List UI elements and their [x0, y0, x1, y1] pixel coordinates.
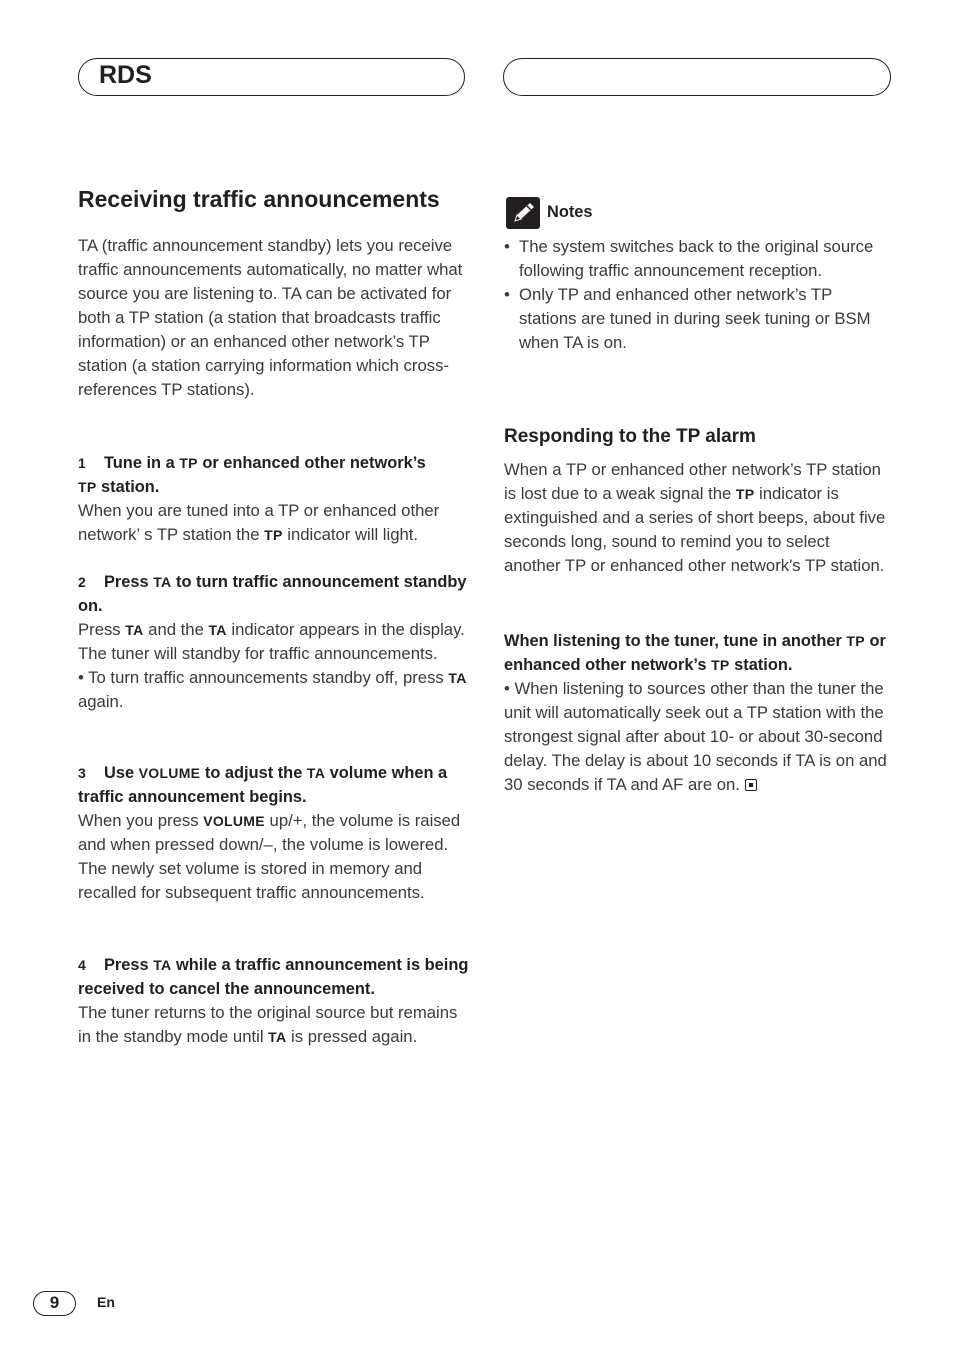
- step-2-bullet-text: again.: [78, 692, 124, 711]
- blank-tab: [503, 58, 891, 96]
- step-4-body-text: The tuner returns to the original source but remains in the standby mode until: [78, 1003, 458, 1046]
- tuner-step: [504, 629, 889, 797]
- step-1-body-text: When you are tuned into a TP or enhanced other network’ s TP station the: [78, 501, 440, 544]
- section-title: Receiving traffic announcements: [78, 186, 440, 212]
- step-4-number: 4: [78, 957, 86, 973]
- step-4-body: [78, 1001, 470, 1049]
- volume-key-label: VOLUME: [138, 765, 201, 781]
- step-3-heading-text: Use: [104, 764, 139, 782]
- step-1-body: [78, 499, 470, 547]
- tuner-step-heading-text: station.: [729, 656, 793, 674]
- step-3: [78, 761, 470, 905]
- step-1-heading-text: station.: [96, 478, 160, 496]
- section-tab-label: RDS: [99, 61, 152, 89]
- step-1-heading: [78, 451, 470, 499]
- intro-block: [78, 234, 470, 402]
- note-item: [504, 235, 889, 283]
- section-tab: [78, 58, 465, 96]
- tuner-step-heading: [504, 629, 889, 677]
- step-4: [78, 953, 470, 1049]
- tp-alarm-section: [504, 426, 889, 578]
- step-3-body: [78, 809, 470, 857]
- step-4-heading-text: while a traffic announcement is being received to cancel the announcement.: [78, 956, 469, 998]
- tuner-step-heading-text: When listening to the tuner, tune in another: [504, 632, 847, 650]
- step-3-heading-text: volume when a traffic announcement begins.: [78, 764, 448, 806]
- note-item: [504, 283, 889, 355]
- tp-alarm-text: When a TP or enhanced other network’s TP station is lost due to a weak signal the: [504, 460, 881, 503]
- notes-pencil-icon: [506, 197, 540, 229]
- note-text: Only TP and enhanced other network’s TP stations are tuned in during seek tuning or BSM when TA is on.: [519, 285, 871, 352]
- step-1: [78, 451, 470, 547]
- step-3-heading-text: to adjust the: [200, 764, 307, 782]
- bullet-dot-icon: •: [504, 237, 510, 256]
- intro-paragraph: TA (traffic announcement standby) lets you receive traffic announcements automatically, no matter what source you are listening to. TA can be activated for both a TP station (a station that broadcasts traffic information) or an enhanced other network’s TP station (a station carrying information which cross-references TP stations).: [78, 236, 463, 399]
- step-2-body-text: and the: [143, 620, 209, 639]
- step-3-body-text: up/+, the volume is raised and when pressed down/–, the volume is lowered.: [78, 811, 461, 854]
- tp-key-label: TP: [711, 657, 730, 673]
- tuner-step-body-text: • When listening to sources other than the tuner the unit will automatically seek out a TP station with the strongest signal after about 10- or about 30-second delay. The delay is about 10 seconds if TA is on and 30 seconds if TA and AF are on.: [504, 679, 887, 794]
- step-2-body-text: indicator appears in the display. The tuner will standby for traffic announcements.: [78, 620, 465, 663]
- step-2-bullet: [78, 666, 470, 714]
- page-number: 9: [33, 1291, 76, 1316]
- step-2-body: [78, 618, 470, 666]
- step-3-heading: [78, 761, 470, 809]
- tp-key-label: TP: [735, 486, 755, 502]
- tp-alarm-paragraph: [504, 458, 889, 578]
- step-4-heading-text: Press: [104, 956, 154, 974]
- volume-key-label: VOLUME: [203, 813, 265, 829]
- ta-key-label: TA: [306, 765, 326, 781]
- end-mark-icon: [745, 779, 757, 791]
- step-2-body-text: Press: [78, 620, 126, 639]
- tp-alarm-text: indicator is extinguished and a series of short beeps, about five seconds long, sound to remind you to select another TP or enhanced other network's TP station.: [504, 484, 886, 575]
- ta-key-label: TA: [153, 574, 172, 590]
- step-1-heading-text: or enhanced other network’s: [197, 454, 426, 472]
- step-3-number: 3: [78, 765, 86, 781]
- tp-key-label: TP: [846, 633, 865, 649]
- tp-key-label: TP: [264, 527, 283, 543]
- step-3-body-text: When you press: [78, 811, 204, 830]
- step-2-heading-text: Press: [104, 573, 154, 591]
- step-1-heading-text: Tune in a: [104, 454, 180, 472]
- tuner-step-heading-text: or enhanced other network’s: [504, 632, 886, 674]
- step-2-bullet-text: • To turn traffic announcements standby off, press: [78, 668, 449, 687]
- ta-key-label: TA: [153, 957, 172, 973]
- step-2: [78, 570, 470, 714]
- step-3-body-2: The newly set volume is stored in memory and recalled for subsequent traffic announcements.: [78, 859, 425, 902]
- notes-list: [504, 235, 889, 355]
- tp-key-label: TP: [179, 455, 198, 471]
- step-4-heading: [78, 953, 470, 1001]
- ta-key-label: TA: [208, 622, 227, 638]
- step-1-body-text: indicator will light.: [282, 525, 419, 544]
- ta-key-label: TA: [448, 670, 467, 686]
- step-2-heading-text: to turn traffic announcement standby on.: [78, 573, 467, 615]
- tp-key-label: TP: [78, 479, 97, 495]
- language-label: En: [97, 1294, 115, 1310]
- subsection-title: Responding to the TP alarm: [504, 426, 756, 447]
- step-2-number: 2: [78, 574, 86, 590]
- ta-key-label: TA: [268, 1029, 287, 1045]
- notes-label: Notes: [547, 203, 593, 221]
- step-1-number: 1: [78, 455, 86, 471]
- ta-key-label: TA: [125, 622, 144, 638]
- step-2-heading: [78, 570, 470, 618]
- tuner-step-body: [504, 677, 889, 797]
- step-4-body-text: is pressed again.: [286, 1027, 418, 1046]
- note-text: The system switches back to the original source following traffic announcement reception.: [519, 237, 874, 280]
- bullet-dot-icon: •: [504, 285, 510, 304]
